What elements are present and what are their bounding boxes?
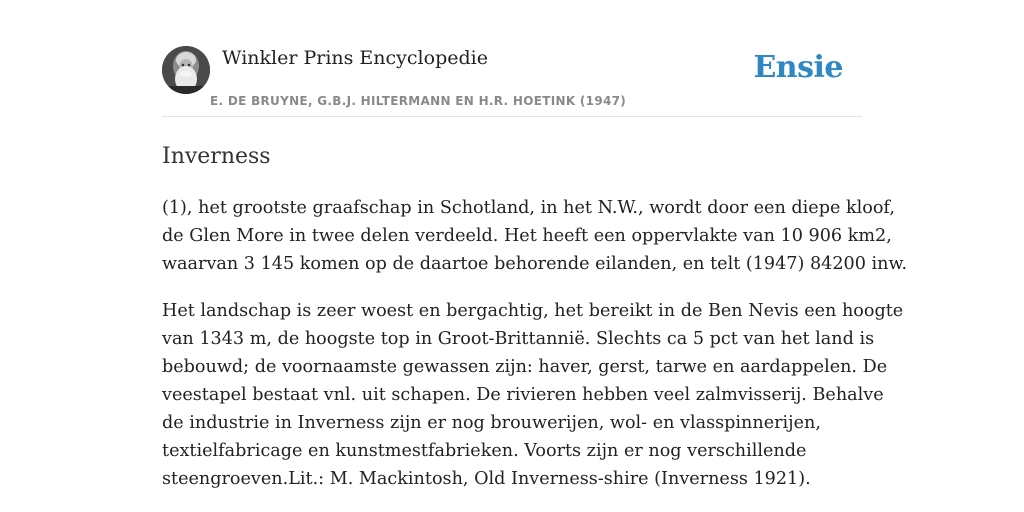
paragraph-line: de Glen More in twee delen verdeeld. Het heeft een oppervlakte van 10 906 km2, (162, 226, 892, 246)
paragraph-line: waarvan 3 145 komen op de daartoe behorende eilanden, en telt (1947) 84200 inw. (162, 254, 908, 274)
article-paragraph (162, 297, 904, 493)
author-avatar-icon (162, 46, 210, 94)
paragraph-line: steengroeven.Lit.: M. Mackintosh, Old Inverness-shire (Inverness 1921). (162, 469, 811, 489)
source-authors: E. DE BRUYNE, G.B.J. HILTERMANN EN H.R. HOETINK (1947) (210, 94, 627, 108)
article-paragraph (162, 194, 908, 278)
ensie-logo-link[interactable]: Ensie (753, 50, 843, 85)
source-header (162, 46, 862, 117)
paragraph-line: de industrie in Inverness zijn er nog brouwerijen, wol- en vlasspinnerijen, (162, 413, 821, 433)
source-title[interactable]: Winkler Prins Encyclopedie (222, 47, 488, 69)
paragraph-line: textielfabricage en kunstmestfabrieken. Voorts zijn er nog verschillende (162, 441, 807, 461)
paragraph-line: veestapel bestaat vnl. uit schapen. De rivieren hebben veel zalmvisserij. Behalve (162, 385, 884, 405)
article-title: Inverness (162, 144, 271, 169)
paragraph-line: (1), het grootste graafschap in Schotland, in het N.W., wordt door een diepe kloof, (162, 198, 895, 218)
page-container (162, 46, 908, 493)
paragraph-line: bebouwd; de voornaamste gewassen zijn: haver, gerst, tarwe en aardappelen. De (162, 357, 888, 377)
paragraph-line: van 1343 m, de hoogste top in Groot-Brittannië. Slechts ca 5 pct van het land is (162, 329, 875, 349)
paragraph-line: Het landschap is zeer woest en bergachtig, het bereikt in de Ben Nevis een hoogte (162, 301, 904, 321)
